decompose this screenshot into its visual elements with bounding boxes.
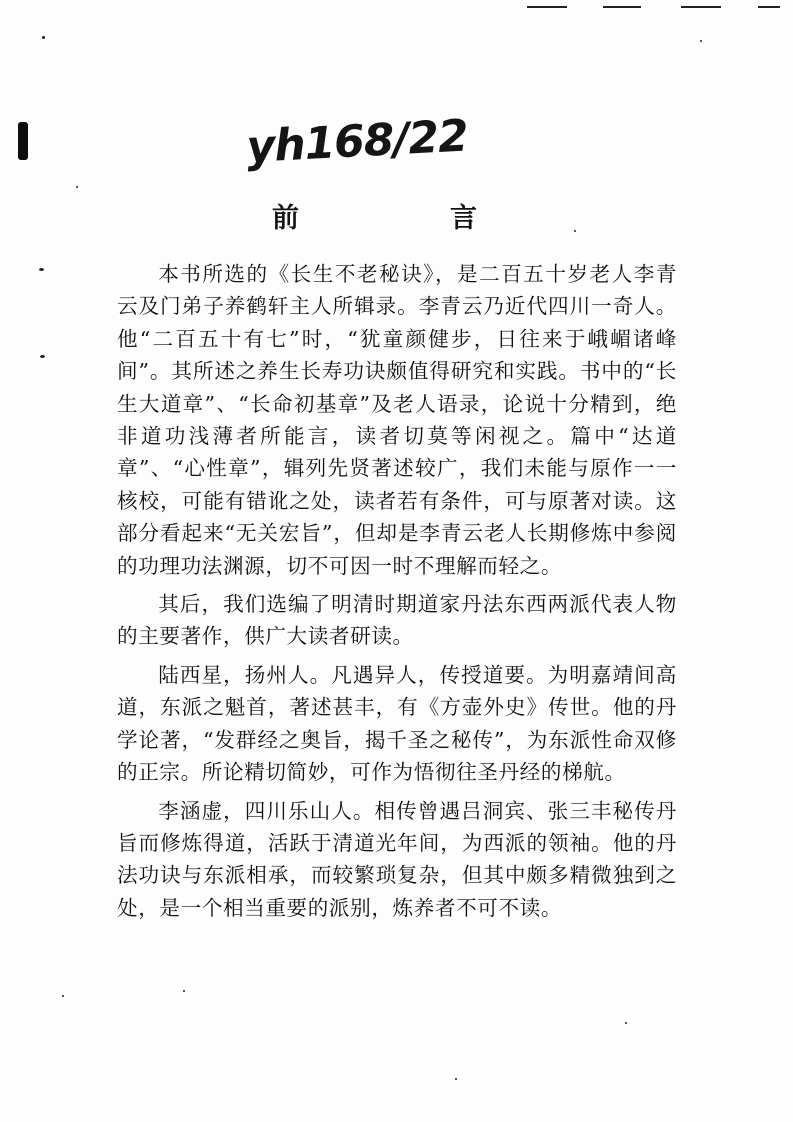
- scan-speck: [700, 40, 702, 42]
- page-title: 前 言: [272, 203, 539, 234]
- body-text: [117, 258, 677, 930]
- scan-speck: [39, 268, 44, 271]
- scan-speck: [62, 995, 64, 997]
- paragraph: 其后，我们选编了明清时期道家丹法东西两派代表人物的主要著作，供广大读者研读。: [117, 592, 677, 649]
- paragraph: 陆西星，扬州人。凡遇异人，传授道要。为明嘉靖间高道，东派之魁首，著述甚丰，有《方壶外史》传世。他的丹学论著，“发群经之奥旨，揭千圣之秘传”，为东派性命双修的正宗。所论精切简妙，可作为悟彻往圣丹经的梯航。: [117, 662, 677, 785]
- scan-speck: [40, 355, 45, 358]
- top-rule: [527, 6, 567, 8]
- catalog-code: yh168/22: [245, 110, 469, 173]
- scan-speck: [76, 186, 78, 188]
- binding-mark: [18, 122, 28, 160]
- top-rule: [758, 6, 780, 8]
- scan-speck: [183, 990, 185, 992]
- top-rule: [603, 6, 641, 8]
- top-rule: [681, 6, 721, 8]
- scan-speck: [625, 1022, 627, 1024]
- scan-speck: [455, 1078, 457, 1080]
- paragraph: 本书所选的《长生不老秘诀》，是二百五十岁老人李青云及门弟子养鹤轩主人所辑录。李青云乃近代四川一奇人。他“二百五十有七”时，“犹童颜健步，日往来于峨嵋诸峰间”。其所述之养生长寿功诀颇值得研究和实践。书中的“长生大道章”、“长命初基章”及老人语录，论说十分精到，绝非道功浅薄者所能言，读者切莫等闲视之。篇中“达道章”、“心性章”，辑列先贤著述较广，我们未能与原作一一核校，可能有错讹之处，读者若有条件，可与原著对读。这部分看起来“无关宏旨”，但却是李青云老人长期修炼中参阅的功理功法渊源，切不可因一时不理解而轻之。: [117, 262, 677, 578]
- scan-speck: [42, 36, 45, 39]
- paragraph: 李涵虚，四川乐山人。相传曾遇吕洞宾、张三丰秘传丹旨而修炼得道，活跃于清道光年间，为西派的领袖。他的丹法功诀与东派相承，而较繁琐复杂，但其中颇多精微独到之处，是一个相当重要的派别，炼养者不可不读。: [117, 798, 677, 920]
